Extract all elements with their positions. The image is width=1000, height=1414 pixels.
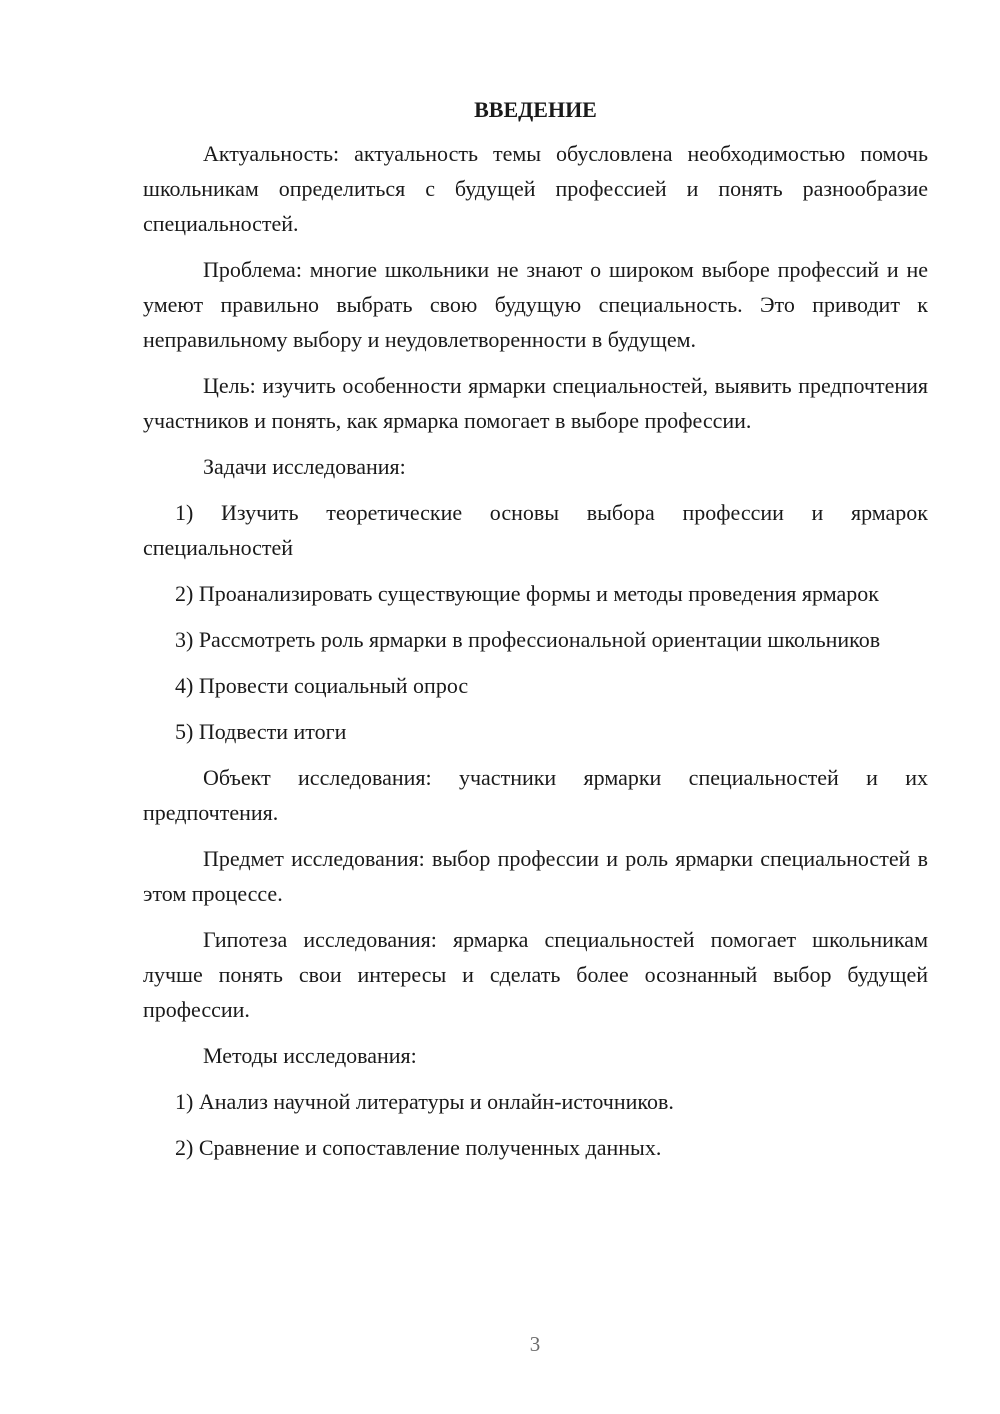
object-paragraph: Объект исследования: участники ярмарки специальностей и их предпочтения.	[143, 765, 928, 825]
hypothesis-paragraph: Гипотеза исследования: ярмарка специальностей помогает школьникам лучше понять свои интересы и сделать более осознанный выбор будущей профессии.	[143, 927, 928, 1022]
page-content	[143, 92, 928, 1176]
tasks-heading: Задачи исследования:	[203, 454, 406, 479]
relevance-paragraph: Актуальность: актуальность темы обусловлена необходимостью помочь школьникам определиться с будущей профессией и понять разнообразие специальностей.	[143, 141, 928, 236]
problem-paragraph: Проблема: многие школьники не знают о широком выборе профессий и не умеют правильно выбрать свою будущую специальность. Это приводит к неправильному выбору и неудовлетворенности в будущем.	[143, 257, 928, 352]
task-item-5: 5) Подвести итоги	[175, 719, 347, 744]
methods-heading: Методы исследования:	[203, 1043, 417, 1068]
subject-paragraph: Предмет исследования: выбор профессии и роль ярмарки специальностей в этом процессе.	[143, 846, 928, 906]
task-item-3: 3) Рассмотреть роль ярмарки в профессиональной ориентации школьников	[175, 627, 881, 652]
task-item-1: 1) Изучить теоретические основы выбора профессии и ярмарок специальностей	[143, 500, 928, 560]
page-title: ВВЕДЕНИЕ	[474, 97, 597, 122]
page-number: 3	[529, 1332, 541, 1356]
task-item-4: 4) Провести социальный опрос	[175, 673, 469, 698]
method-item-2: 2) Сравнение и сопоставление полученных данных.	[175, 1135, 662, 1160]
task-item-2: 2) Проанализировать существующие формы и методы проведения ярмарок	[175, 581, 879, 606]
goal-paragraph: Цель: изучить особенности ярмарки специальностей, выявить предпочтения участников и понять, как ярмарка помогает в выборе профессии.	[143, 373, 928, 433]
method-item-1: 1) Анализ научной литературы и онлайн-источников.	[175, 1089, 674, 1114]
